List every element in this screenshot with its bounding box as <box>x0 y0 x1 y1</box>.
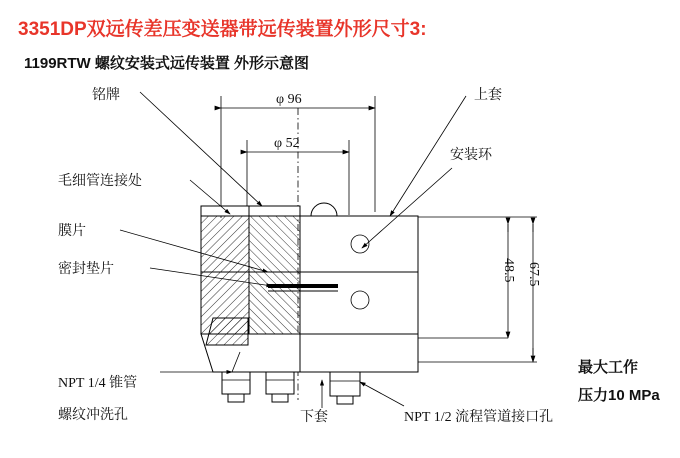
label-diaphragm: 膜片 <box>58 224 86 239</box>
dimension-67-5: 67.5 <box>526 262 541 287</box>
label-lower-cover: 下套 <box>300 410 328 425</box>
label-capillary-joint: 毛细管连接处 <box>58 174 142 189</box>
label-npt-quarter-line2: 螺纹冲洗孔 <box>58 408 128 423</box>
label-nameplate: 铭牌 <box>92 88 120 103</box>
label-max-pressure-line1: 最大工作 <box>578 359 639 376</box>
dimension-dia96: φ 96 <box>276 92 302 107</box>
dimension-48-5: 48.5 <box>501 258 516 283</box>
page-title: 3351DP双远传差压变送器带远传装置外形尺寸3: <box>18 19 427 40</box>
dimension-dia52: φ 52 <box>274 136 300 151</box>
label-upper-cover: 上套 <box>474 88 502 103</box>
label-max-pressure-line2: 压力10 MPa <box>578 387 660 404</box>
page-subtitle: 1199RTW 螺纹安装式远传装置 外形示意图 <box>24 55 310 72</box>
label-mounting-ring: 安装环 <box>450 148 492 163</box>
label-seal-gasket: 密封垫片 <box>58 262 114 277</box>
label-npt-half: NPT 1/2 流程管道接口孔 <box>404 410 554 425</box>
label-npt-quarter-line1: NPT 1/4 锥管 <box>58 376 138 391</box>
